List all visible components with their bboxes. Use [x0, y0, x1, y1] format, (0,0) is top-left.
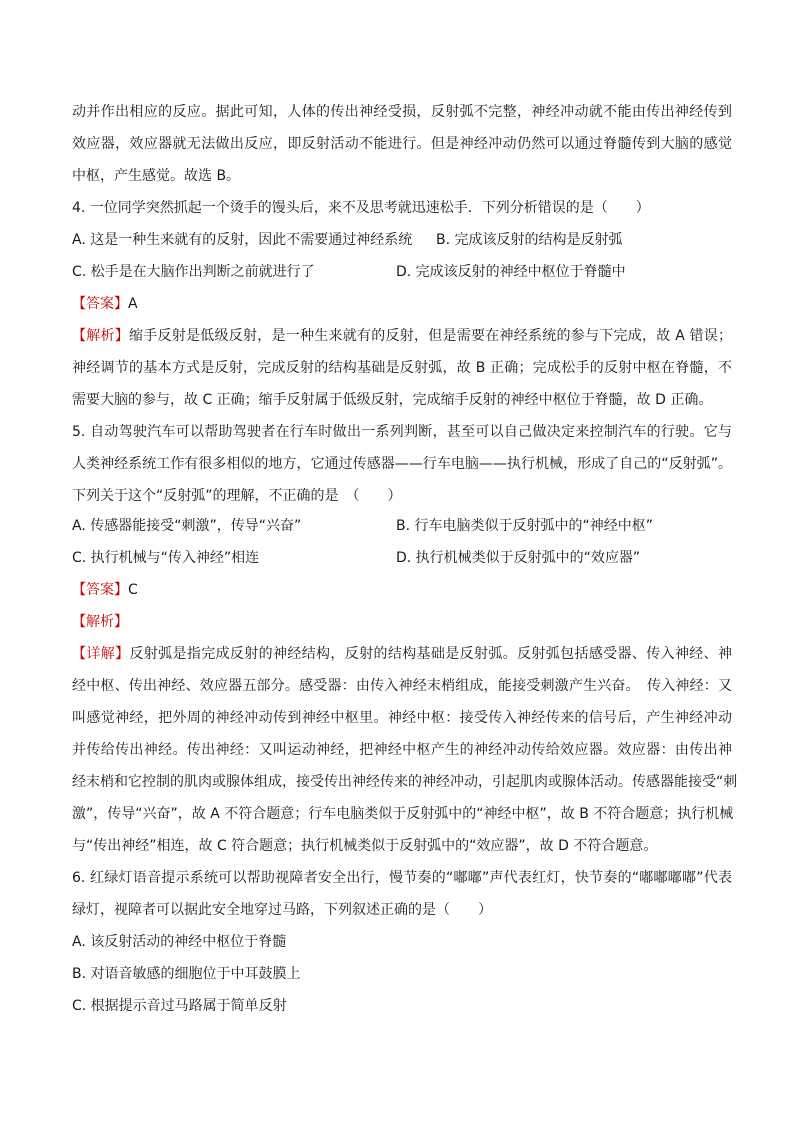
q5-detail-line-7: 与“传出神经”相连，故 C 符合题意；执行机械类似于反射弧中的“效应器”，故 D 不符合题意。	[72, 838, 658, 854]
q4-option-c: C. 松手是在大脑作出判断之前就进行了	[72, 264, 315, 280]
q4-analysis-line-1	[72, 324, 732, 348]
q4-analysis-line-2: 神经调节的基本方式是反射，完成反射的结构基础是反射弧，故 B 正确；完成松手的反射中枢在脊髓，不	[72, 360, 732, 376]
q4-analysis-text-1: 缩手反射是低级反射，是一种生来就有的反射，但是需要在神经系统的参与下完成，故 A 错误；	[129, 328, 733, 344]
q4-answer-value: A	[128, 296, 138, 312]
q5-answer	[72, 578, 138, 602]
q4-answer-tag: 【答案】	[72, 296, 128, 312]
prev-analysis-line-1: 动并作出相应的反应。据此可知，人体的传出神经受损，反射弧不完整，神经冲动就不能由传出神经传到	[72, 104, 732, 120]
q4-analysis-tag: 【解析】	[72, 328, 130, 344]
q6-option-b: B. 对语音敏感的细胞位于中耳鼓膜上	[72, 966, 301, 982]
q4-analysis-line-3: 需要大脑的参与，故 C 正确；缩手反射属于低级反射，完成缩手反射的神经中枢位于脊髓，故 D 正确。	[72, 392, 713, 408]
q5-option-d: D. 执行机械类似于反射弧中的“效应器”	[396, 550, 641, 566]
q4-option-d: D. 完成该反射的神经中枢位于脊髓中	[396, 264, 626, 280]
q5-detail-line-4: 并传给传出神经。传出神经：又叫运动神经，把神经中枢产生的神经冲动传给效应器。效应器：由传出神	[72, 742, 732, 758]
q5-option-b: B. 行车电脑类似于反射弧中的“神经中枢”	[396, 518, 654, 534]
q5-option-a: A. 传感器能接受“刺激”，传导“兴奋”	[72, 518, 302, 534]
q5-analysis-heading	[72, 610, 128, 634]
q5-option-c: C. 执行机械与“传入神经”相连	[72, 550, 260, 566]
q5-detail-text-1: 反射弧是指完成反射的神经结构，反射的结构基础是反射弧。反射弧包括感受器、传入神经、神	[129, 646, 733, 662]
q5-analysis-tag: 【解析】	[72, 614, 128, 630]
q5-answer-value: C	[128, 582, 138, 598]
prev-analysis-line-2: 效应器，效应器就无法做出反应，即反射活动不能进行。但是神经冲动仍然可以通过脊髓传到大脑的感觉	[72, 136, 732, 152]
q5-detail-line-3: 叫感觉神经，把外周的神经冲动传到神经中枢里。神经中枢：接受传入神经传来的信号后，产生神经冲动	[72, 710, 732, 726]
prev-analysis-line-3: 中枢，产生感觉。故选 B。	[72, 168, 241, 184]
q4-answer	[72, 292, 138, 316]
q5-detail-line-2: 经中枢、传出神经、效应器五部分。感受器：由传入神经末梢组成，能接受刺激产生兴奋。 传入神经：又	[72, 678, 732, 694]
q5-detail-line-6: 激”，传导“兴奋”，故 A 不符合题意；行车电脑类似于反射弧中的“神经中枢”，故 B 不符合题意；执行机械	[72, 806, 734, 822]
q5-stem-line-1: 5. 自动驾驶汽车可以帮助驾驶者在行车时做出一系列判断，甚至可以自己做决定来控制汽车的行驶。它与	[72, 424, 732, 440]
q6-option-a: A. 该反射活动的神经中枢位于脊髓	[72, 934, 287, 950]
q4-option-a: A. 这是一种生来就有的反射，因此不需要通过神经系统	[72, 232, 413, 248]
q6-option-c: C. 根据提示音过马路属于简单反射	[72, 998, 287, 1014]
q5-detail-tag: 【详解】	[72, 646, 130, 662]
q4-option-b: B. 完成该反射的结构是反射弧	[436, 232, 623, 248]
q5-stem-line-3: 下列关于这个“反射弧”的理解，不正确的是 （ ）	[72, 488, 402, 504]
q5-detail-line-5: 经末梢和它控制的肌肉或腺体组成，接受传出神经传来的神经冲动，引起肌肉或腺体活动。传感器能接受“刺	[72, 774, 738, 790]
q5-detail-line-1	[72, 642, 732, 666]
q5-stem-line-2: 人类神经系统工作有很多相似的地方，它通过传感器——行车电脑——执行机械，形成了自己的“反射弧”。	[72, 456, 732, 472]
q5-answer-tag: 【答案】	[72, 582, 128, 598]
q4-stem: 4. 一位同学突然抓起一个烫手的馒头后，来不及思考就迅速松手．下列分析错误的是（ ）	[72, 200, 650, 216]
q6-stem-line-2: 绿灯，视障者可以据此安全地穿过马路，下列叙述正确的是（ ）	[72, 902, 492, 918]
q6-stem-line-1: 6. 红绿灯语音提示系统可以帮助视障者安全出行，慢节奏的“嘟嘟”声代表红灯，快节奏的“嘟嘟嘟嘟”代表	[72, 870, 732, 886]
